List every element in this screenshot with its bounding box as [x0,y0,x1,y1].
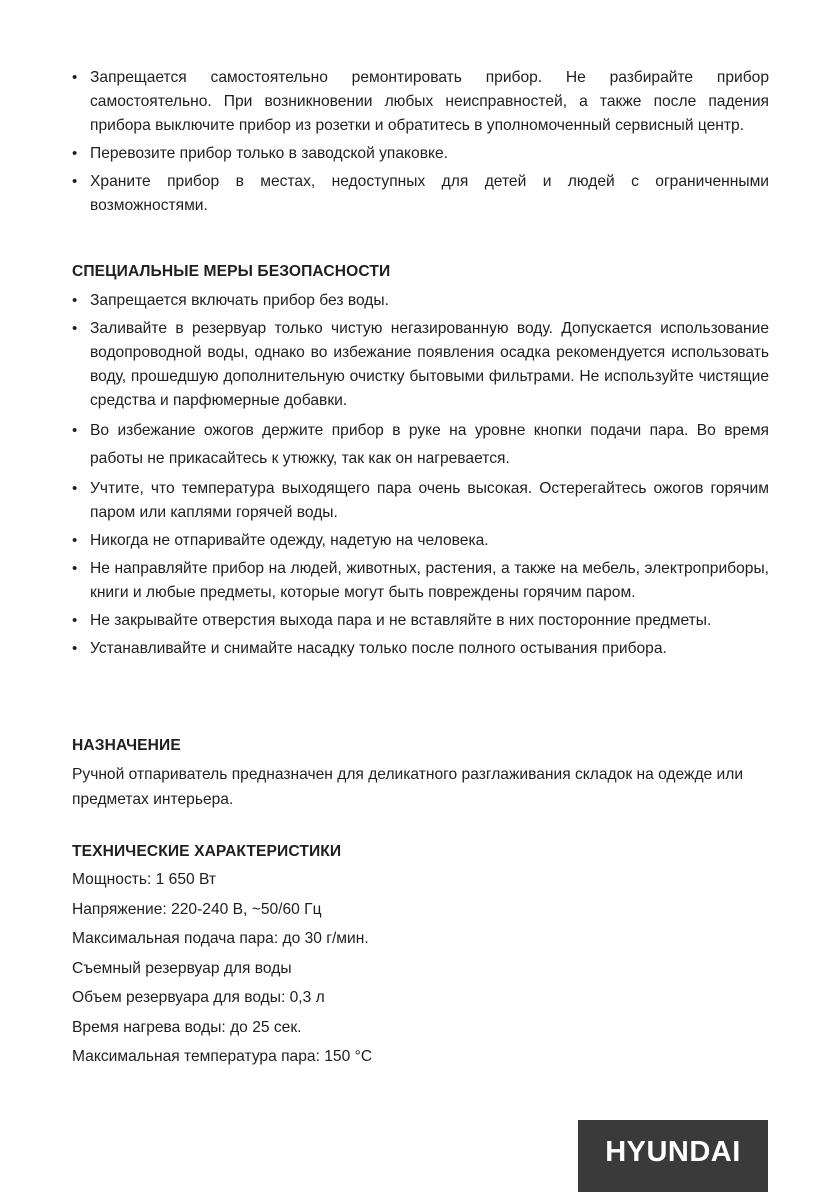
general-safety-list [72,66,769,222]
purpose-heading: НАЗНАЧЕНИЕ [72,737,181,754]
list-item: • Во избежание ожогов держите прибор в руке на уровне кнопки подачи пара. Во время работы не прикасайтесь к утюжку, так как он нагревается. [72,417,769,473]
spec-item: Съемный резервуар для воды [72,959,292,977]
brand-logo: HYUNDAI [605,1135,741,1168]
list-item: • Заливайте в резервуар только чистую негазированную воду. Допускается использование водопроводной воды, однако во избежание появления осадка рекомендуется использовать воду, прошедшую дополнительную очистку бытовыми фильтрами. Не используйте чистящие средства и парфюмерные добавки. [72,317,769,413]
spec-item: Напряжение: 220-240 В, ~50/60 Гц [72,900,322,918]
list-item: • Храните прибор в местах, недоступных для детей и людей с ограниченными возможностями. [72,170,769,218]
special-safety-list [72,289,769,665]
list-item: • Не закрывайте отверстия выхода пара и не вставляйте в них посторонние предметы. [72,609,769,633]
special-safety-heading: СПЕЦИАЛЬНЫЕ МЕРЫ БЕЗОПАСНОСТИ [72,263,391,280]
spec-item: Максимальная температура пара: 150 °С [72,1048,373,1065]
list-item: • Учтите, что температура выходящего пара очень высокая. Остерегайтесь ожогов горячим паром или каплями горячей воды. [72,477,769,525]
spec-item: Время нагрева воды: до 25 сек. [72,1018,302,1036]
spec-item: Максимальная подача пара: до 30 г/мин. [72,930,369,947]
spec-item: Объем резервуара для воды: 0,3 л [72,989,325,1006]
specs-list [72,865,372,1072]
list-item: • Запрещается включать прибор без воды. [72,289,769,313]
spec-item: Мощность: 1 650 Вт [72,871,217,888]
list-item: • Перевозите прибор только в заводской упаковке. [72,142,769,166]
list-item: • Запрещается самостоятельно ремонтировать прибор. Не разбирайте прибор самостоятельно. При возникновении любых неисправностей, а также после падения прибора выключите прибор из розетки и обратитесь в уполномоченный сервисный центр. [72,66,769,138]
brand-logo-block [578,1120,768,1192]
list-item: • Никогда не отпаривайте одежду, надетую на человека. [72,529,769,553]
specs-heading: ТЕХНИЧЕСКИЕ ХАРАКТЕРИСТИКИ [72,843,342,860]
list-item: • Устанавливайте и снимайте насадку только после полного остывания прибора. [72,637,769,661]
purpose-text: Ручной отпариватель предназначен для деликатного разглаживания складок на одежде или предметах интерьера. [72,766,744,808]
list-item: • Не направляйте прибор на людей, животных, растения, а также на мебель, электроприборы, книги и любые предметы, которые могут быть повреждены горячим паром. [72,557,769,605]
